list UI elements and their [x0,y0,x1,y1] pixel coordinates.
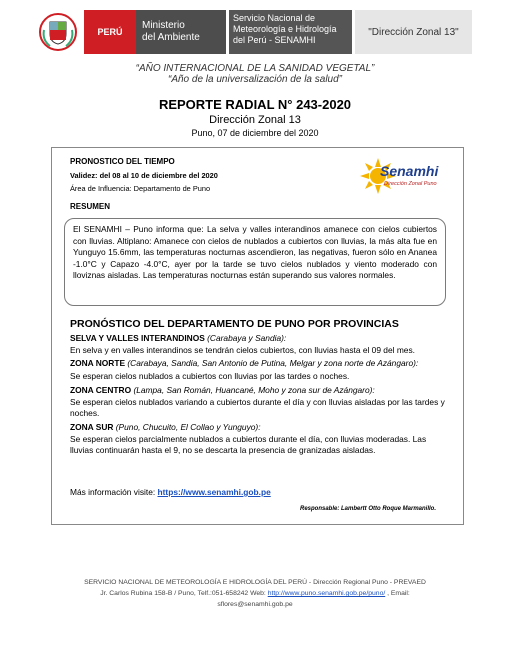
footer-web-link[interactable]: http://www.puno.senamhi.gob.pe/puno/ [267,590,386,597]
centro-text: Se esperan cielos nublados variando a cubiertos durante el día y con lluvias aisladas por las tardes y noches. [70,397,445,418]
responsable: Responsable: Lambertt Otto Roque Marmanillo. [300,506,437,512]
sur-text: Se esperan cielos parcialmente nublados a cubiertos durante el día, con lluvias moderadas. Las lluvias continuarán hasta el 9, no se descarta la presencia de granizadas aisladas. [70,434,427,455]
report-date: Puno, 07 de diciembre del 2020 [191,128,319,138]
norte-paren: (Carabaya, Sandia, San Antonio de Putina, Melgar y zona norte de Azángaro): [127,358,419,368]
footer-line-1: SERVICIO NACIONAL DE METEOROLOGÍA E HIDROLOGÍA DEL PERÚ - Dirección Regional Puno - PREVAED [84,579,426,586]
peru-coat-of-arms-icon [36,10,80,54]
senamhi-link[interactable]: https://www.senamhi.gob.pe [157,487,271,497]
provinces-title: PRONÓSTICO DEL DEPARTAMENTO DE PUNO POR PROVINCIAS [70,318,399,330]
centro-head: ZONA CENTRO [70,385,132,395]
selva-text: En selva y en valles interandinos se tendrán cielos cubiertos, con lluvias hasta el 09 del mes. [70,345,415,355]
selva-heading [70,333,446,344]
centro-paren: (Lampa, San Román, Huancané, Moho y zona sur de Azángaro): [133,385,375,395]
sur-head: ZONA SUR [70,422,114,432]
logo-name: Senamhi [380,163,439,179]
footer-line-2 [0,589,510,599]
forecast-label: PRONOSTICO DEL TIEMPO [70,157,175,166]
ministry-label [136,10,226,54]
report-subtitle: Dirección Zonal 13 [209,114,301,126]
resumen-label: RESUMEN [70,202,111,211]
sur-heading [70,422,446,433]
centro-heading [70,385,446,396]
peru-label: PERÚ [84,10,136,54]
senamhi-label: Servicio Nacional de Meteorología e Hidrología del Perú - SENAMHI [229,10,352,54]
validity-text: Validez: del 08 al 10 de diciembre del 2020 [70,171,218,180]
ministry-line-1: Ministerio [142,20,185,31]
resumen-box: El SENAMHI – Puno informa que: La selva y valles interandinos amanece con cielos cubiertos con lluvias. Altiplano: Amanece con cielos de nublados a cubiertos con lluvias, la más alta fue en Yunguyo 15.6mm, las temperaturas nocturnas ascendieron, las negativas, fueron sólo en Ananea -1.0°C y Capazo -4.0°C, ayer por la tarde se tuvo cielos nublados y viento moderado con lloviznas aisladas. Las temperaturas nocturnas están superando sus valores normales. [64,218,446,306]
footer-address: Jr. Carlos Rubina 158-B / Puno, Telf.:051-658242 Web: [100,590,266,597]
footer-email: sflores@senamhi.gob.pe [217,601,293,608]
logo-subtitle: Dirección Zonal Puno [384,181,437,187]
more-info-label: Más información visite: [70,487,156,497]
footer-email-label: , Email: [387,590,410,597]
selva-head: SELVA Y VALLES INTERANDINOS [70,333,205,343]
zone-label: "Dirección Zonal 13" [355,10,472,54]
ministry-line-2: del Ambiente [142,32,200,43]
selva-paren: (Carabaya y Sandia): [207,333,287,343]
more-info [70,487,446,498]
area-text: Área de Influencia: Departamento de Puno [70,184,211,193]
report-title: REPORTE RADIAL N° 243-2020 [158,97,352,112]
year-subtitle: “Año de la universalización de la salud” [168,74,342,85]
norte-head: ZONA NORTE [70,358,126,368]
norte-heading [70,358,446,369]
sur-paren: (Puno, Chucuito, El Collao y Yunguyo): [115,422,261,432]
norte-text: Se esperan cielos nublados a cubiertos con lluvias por las tardes o noches. [70,371,350,381]
year-name: “AÑO INTERNACIONAL DE LA SANIDAD VEGETAL” [135,63,375,74]
